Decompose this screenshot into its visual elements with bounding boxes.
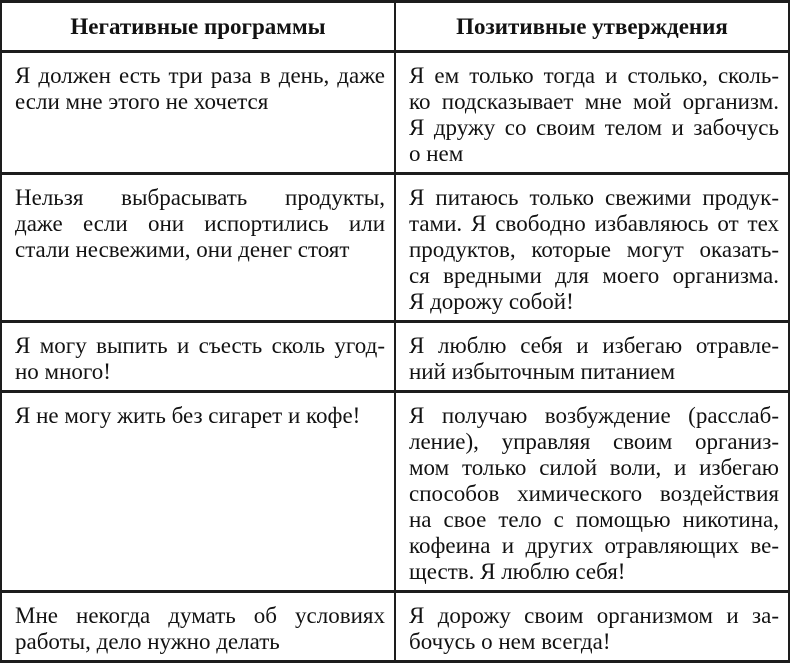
table-row	[1, 392, 789, 592]
text-line: даже если они испортились или	[15, 211, 385, 236]
table-row	[1, 322, 789, 392]
text-line: Я должен есть три раза в день, даже	[15, 63, 385, 88]
text-line: Мне некогда думать об условиях	[15, 603, 385, 628]
column-header-positive: Позитивные утверждения	[395, 2, 789, 52]
positive-cell	[395, 322, 789, 392]
header-row	[1, 2, 789, 52]
text-line: Я люблю себя и избегаю отравле-	[409, 333, 779, 358]
negative-cell	[1, 592, 395, 662]
table-row	[1, 592, 789, 662]
text-line: на свое тело с помощью никотина,	[409, 507, 779, 532]
negative-cell	[1, 52, 395, 174]
text-line: Нельзя выбрасывать продукты,	[15, 185, 385, 210]
text-line: Я ем только тогда и столько, сколь-	[409, 63, 779, 88]
text-line: Я могу выпить и съесть сколь угод-	[15, 333, 385, 358]
negative-cell	[1, 174, 395, 322]
text-line: продуктов, которые могут оказать-	[409, 237, 779, 262]
table-row	[1, 174, 789, 322]
text-line: Я питаюсь только свежими продук-	[409, 185, 779, 210]
positive-cell	[395, 174, 789, 322]
text-line: о нем	[409, 141, 464, 166]
text-line: кофеина и других отравляющих ве-	[409, 533, 779, 558]
negative-cell	[1, 392, 395, 592]
text-line: Я дорожу своим организмом и за-	[409, 603, 779, 628]
positive-cell	[395, 52, 789, 174]
text-line: ний избыточным питанием	[409, 359, 676, 384]
table-row	[1, 52, 789, 174]
text-line: ко подсказывает мне мой организм.	[409, 89, 779, 114]
text-line: мом только силой воли, и избегаю	[409, 455, 779, 480]
table-body	[1, 52, 789, 662]
text-line: Я получаю возбуждение (расслаб-	[409, 403, 779, 428]
text-line: бочусь о нем всегда!	[409, 629, 611, 654]
text-line: Я дорожу собой!	[409, 289, 574, 314]
text-line: если мне этого не хочется	[15, 89, 269, 114]
text-line: стали несвежими, они денег стоят	[15, 237, 350, 262]
text-line: но много!	[15, 359, 111, 384]
text-line: работы, дело нужно делать	[15, 629, 280, 654]
column-header-negative: Негативные программы	[1, 2, 395, 52]
text-line: Я дружу со своим телом и забочусь	[409, 115, 779, 140]
text-line: Я не могу жить без сигарет и кофе!	[15, 403, 361, 428]
table-header	[1, 2, 789, 52]
positive-cell	[395, 592, 789, 662]
text-line: ществ. Я люблю себя!	[409, 559, 626, 584]
text-line: способов химического воздействия	[409, 481, 779, 506]
positive-cell	[395, 392, 789, 592]
negative-cell	[1, 322, 395, 392]
text-line: ся вредными для моего организма.	[409, 263, 779, 288]
text-line: тами. Я свободно избавляюсь от тех	[409, 211, 779, 236]
text-line: ление), управляя своим организ-	[409, 429, 779, 454]
